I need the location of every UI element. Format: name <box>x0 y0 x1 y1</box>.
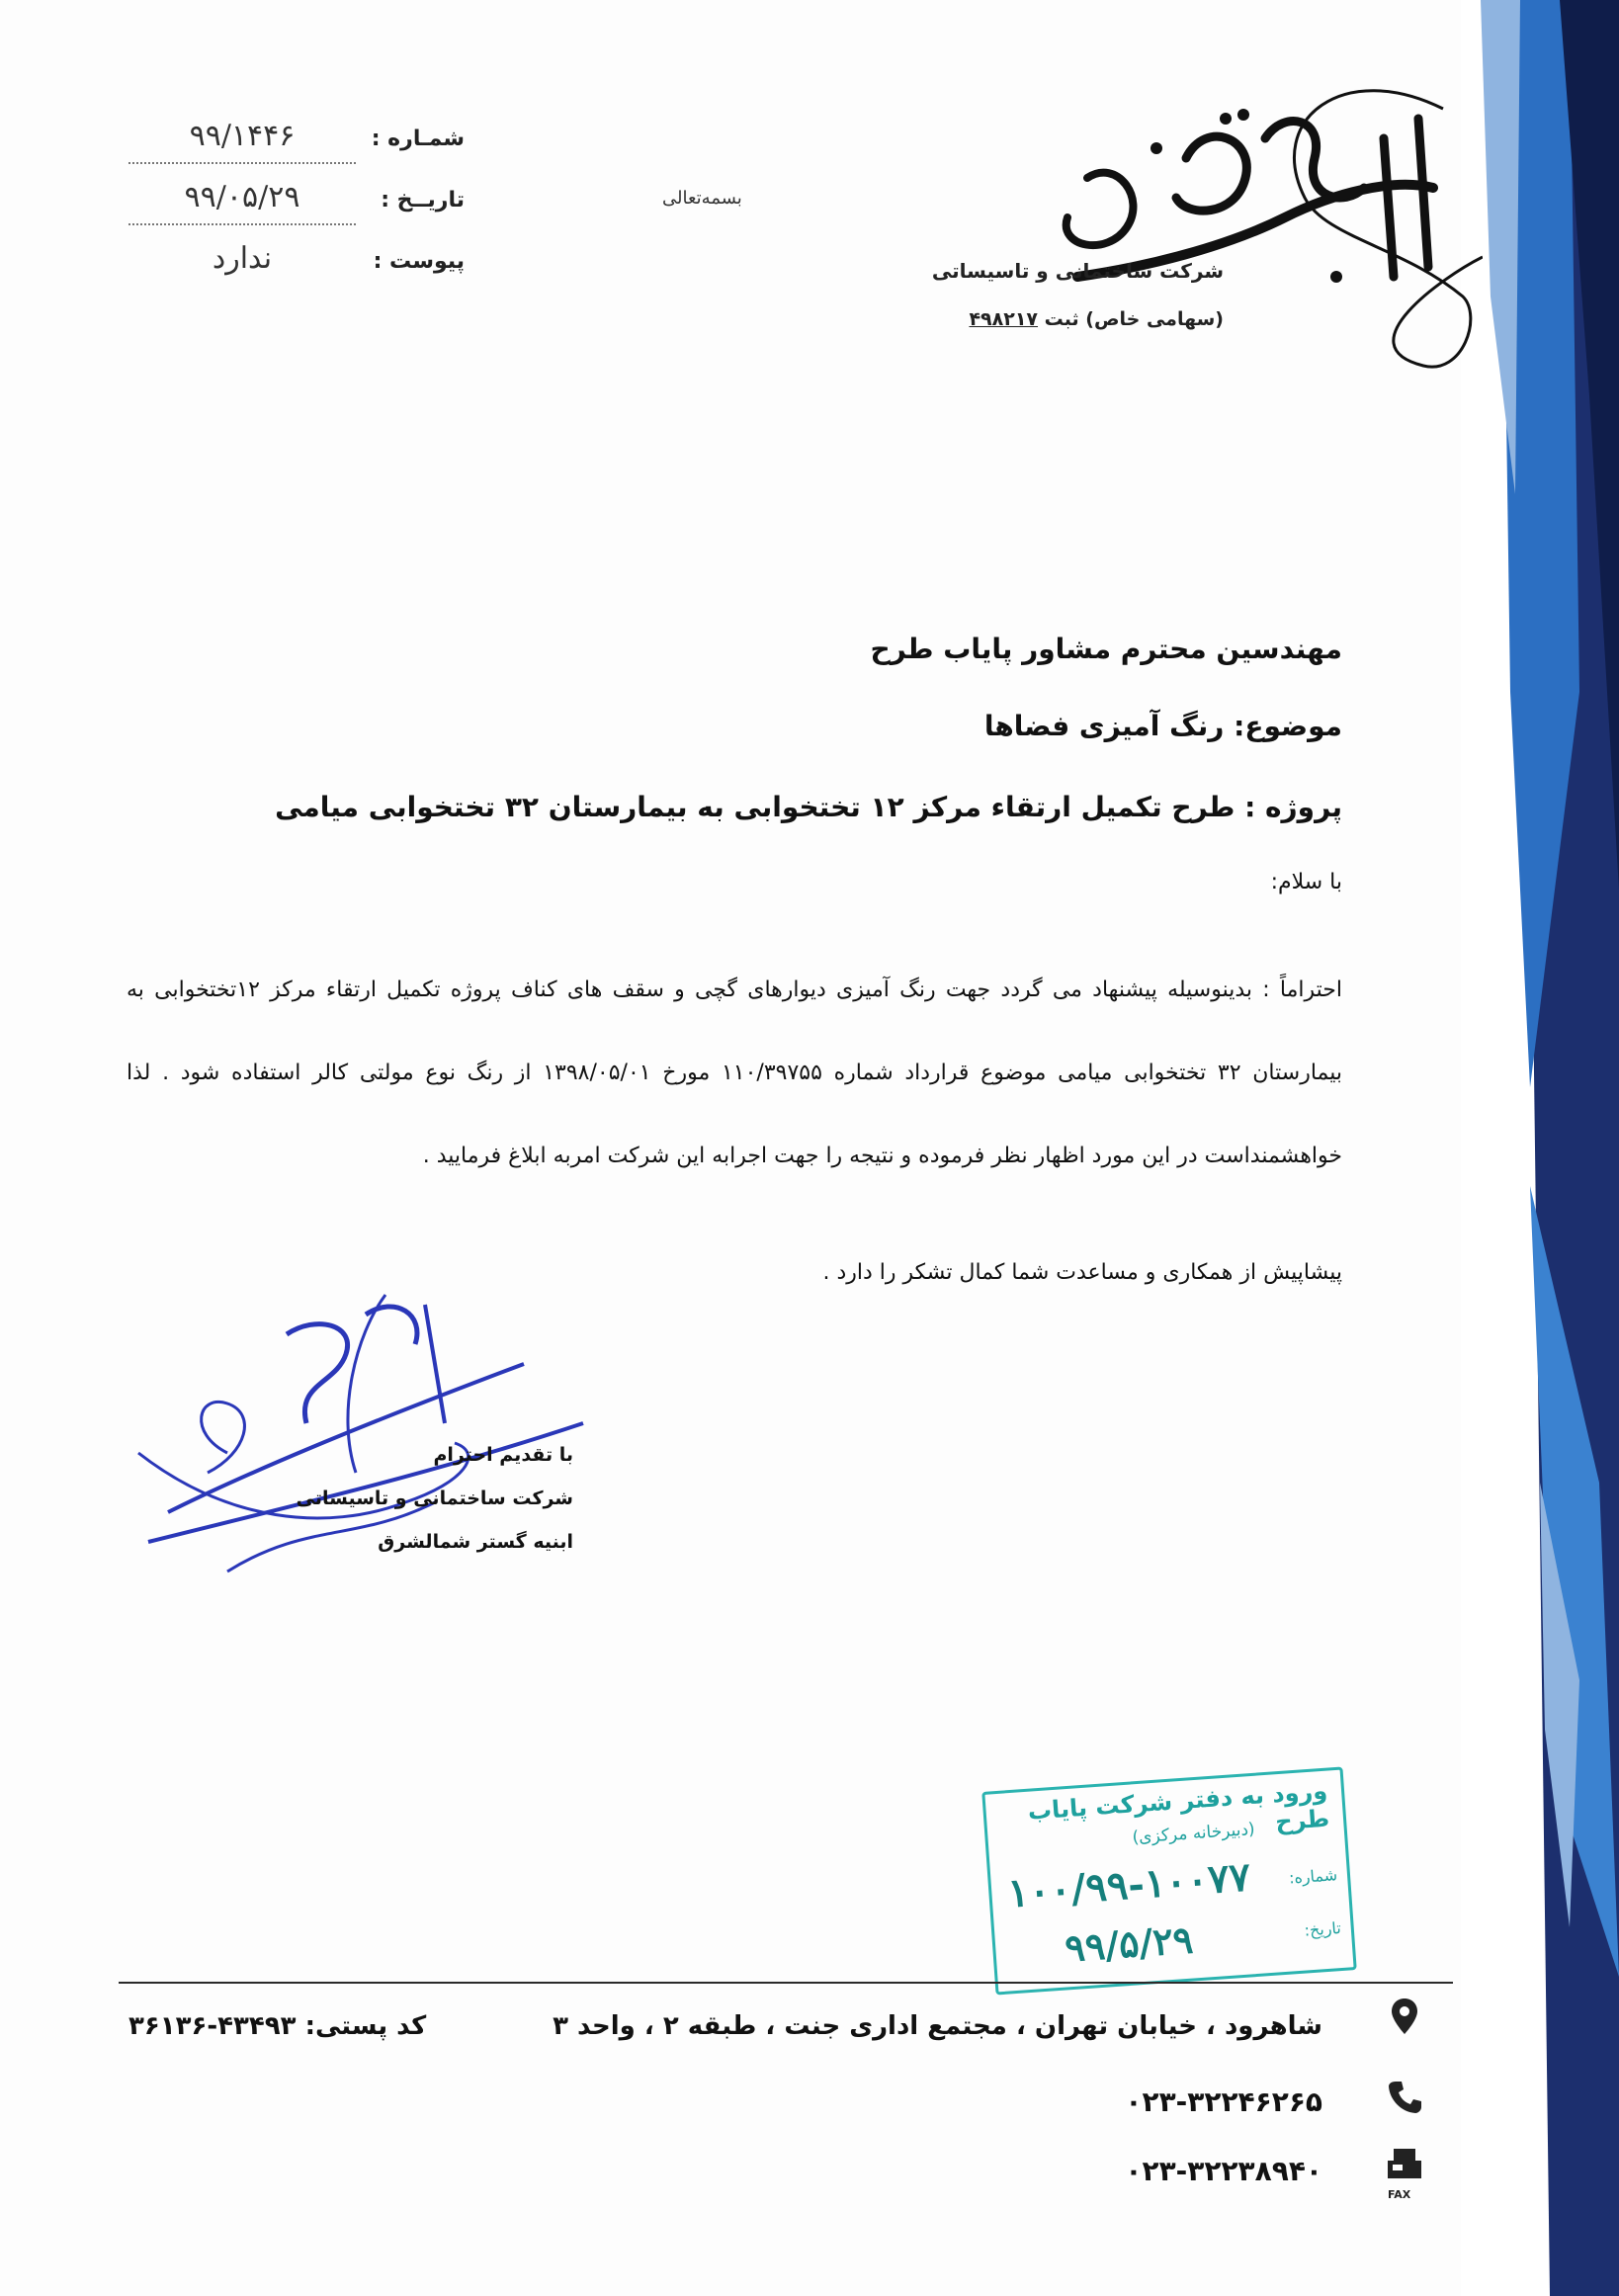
footer-postal-code: کد پستی: ۴۳۴۹۳-۳۶۱۳۶ <box>128 2011 427 2041</box>
signature-line-1: با تقدیم احترام <box>433 1444 573 1466</box>
number-label: شمـاره : <box>371 127 465 151</box>
attachment-label: پیوست : <box>373 249 465 274</box>
stamp-title: ورود به دفتر شرکت پایاب طرح <box>1026 1776 1330 1836</box>
phone-icon <box>1384 2076 1425 2117</box>
number-row <box>128 119 465 180</box>
letter-meta <box>128 119 465 302</box>
subject-heading: موضوع: رنگ آمیزی فضاها <box>983 710 1342 742</box>
greeting: با سلام: <box>1270 870 1342 894</box>
fax-icon <box>1384 2145 1425 2186</box>
registration-prefix: (سهامی خاص) ثبت <box>1044 308 1224 330</box>
number-value: ۹۹/۱۴۴۶ <box>128 119 356 164</box>
footer-address: شاهرود ، خیابان تهران ، مجتمع اداری جنت ، طبقه ۲ ، واحد ۳ <box>553 2011 1322 2041</box>
registration-number: ۴۹۸۲۱۷ <box>969 308 1039 330</box>
location-pin-icon <box>1384 1997 1425 2038</box>
stamp-subtitle: (دبیرخانه مرکزی) <box>1131 1819 1256 1848</box>
footer-fax: ۰۲۳-۳۲۲۳۸۹۴۰ <box>1125 2155 1322 2187</box>
closing-line: پیشاپیش از همکاری و مساعدت شما کمال تشکر را دارد . <box>822 1260 1342 1285</box>
stamp-date-label: تاریخ: <box>1303 1918 1342 1940</box>
signature-line-3: ابنیه گستر شمالشرق <box>378 1531 573 1553</box>
date-label: تاریــخ : <box>381 188 465 213</box>
signature-block <box>287 1433 573 1564</box>
recipient-heading: مهندسین محترم مشاور پایاب طرح <box>870 633 1342 665</box>
body-paragraph: احتراماً : بدینوسیله پیشنهاد می گردد جهت رنگ آمیزی دیوارهای گچی و سقف های کناف پروژه تکمیل ارتقاء مرکز ۱۲تختخوابی به بیمارستان ۳۲ تختخوابی میامی موضوع قرارداد شماره ۱۱۰/۳۹۷۵۵ مورخ ۱۳۹۸/۰۵/۰۱ از رنگ نوع مولتی کالر استفاده شود . لذا خواهشمنداست در این مورد اظهار نظر فرموده و نتیجه را جهت اجرابه این شرکت امربه ابلاغ فرمایید . <box>127 978 1343 1168</box>
company-registration <box>969 308 1224 330</box>
footer-divider <box>119 1982 1453 1984</box>
footer-phone: ۰۲۳-۳۲۲۴۶۲۶۵ <box>1125 2085 1322 2118</box>
stamp-number-value: ۱۰۰/۹۹-۱۰۰۷۷ <box>1005 1853 1252 1917</box>
fax-icon-label: FAX <box>1388 2188 1411 2201</box>
company-subtitle: شرکت ساختمانی و تاسیساتی <box>931 259 1224 283</box>
attachment-row <box>128 241 465 302</box>
stamp-number-label: شماره: <box>1288 1865 1338 1888</box>
stamp-date-value: ۹۹/۵/۲۹ <box>1063 1916 1195 1971</box>
logo-calligraphy-icon <box>929 79 1483 376</box>
signature-line-2: شرکت ساختمانی و تاسیساتی <box>296 1488 573 1509</box>
receipt-stamp <box>981 1766 1356 1995</box>
basmala: بسمه‌تعالی <box>662 188 742 209</box>
attachment-value: ندارد <box>212 241 273 276</box>
date-value: ۹۹/۰۵/۲۹ <box>128 180 356 225</box>
project-heading: پروژه : طرح تکمیل ارتقاء مرکز ۱۲ تختخوابی به بیمارستان ۳۲ تختخوابی میامی <box>275 791 1342 823</box>
date-row <box>128 180 465 241</box>
decorative-stripe <box>1461 0 1619 2296</box>
company-logo <box>929 79 1483 376</box>
